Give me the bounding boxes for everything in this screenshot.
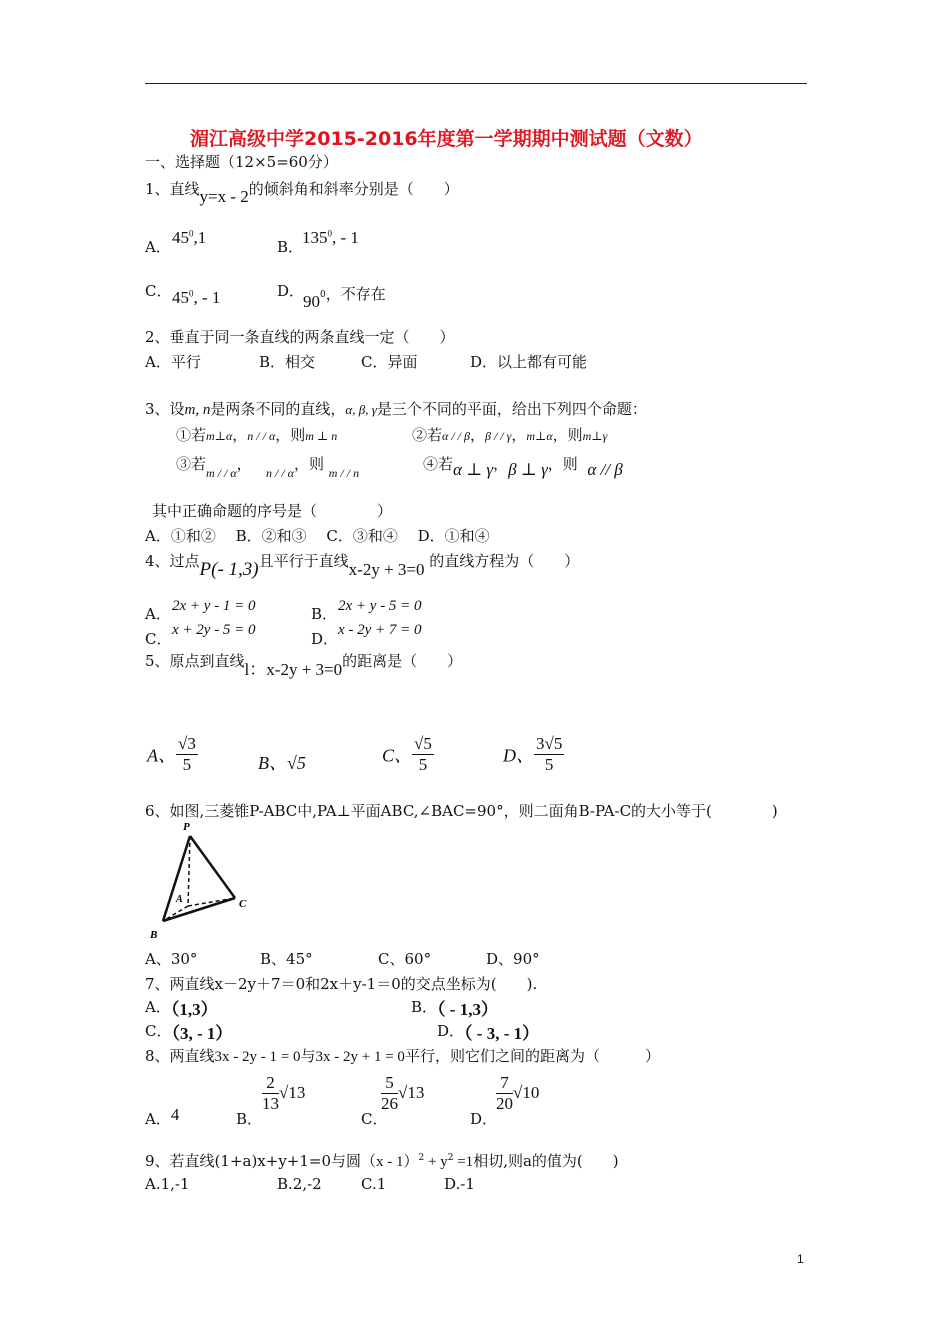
vertex-label-b: B bbox=[150, 929, 158, 941]
q6-option-c: C、60° bbox=[378, 950, 432, 968]
q1-option-c-value: $45^0$, - 1 bbox=[172, 288, 221, 307]
q4-option-d-value: x - 2y + 7 = 0 bbox=[338, 622, 422, 638]
q3-stem: 3、设m, n是两条不同的直线，α, β, γ是三个不同的平面，给出下列四个命题： bbox=[145, 400, 647, 418]
q3-proposition-4: ④若α ⊥ γ，β ⊥ γ，则 α // β bbox=[423, 455, 623, 479]
q6-option-b: B、45° bbox=[260, 950, 313, 968]
vertex-label-c: C bbox=[239, 898, 247, 910]
q6-option-a: A、30° bbox=[145, 950, 198, 968]
q2-option-d: D．以上都有可能 bbox=[470, 353, 588, 371]
pyramid-diagram bbox=[145, 818, 260, 943]
q7-option-c: C．（3, - 1） bbox=[145, 1022, 233, 1043]
q4-option-a-value: 2x + y - 1 = 0 bbox=[172, 598, 256, 614]
vertex-label-p: P bbox=[183, 821, 190, 833]
q7-option-d: D．（ - 3, - 1） bbox=[437, 1022, 540, 1043]
q3-options: A．①和② B．②和③ C．③和④ D．①和④ bbox=[145, 527, 490, 545]
q5-stem: 5、原点到直线l：x-2y + 3=0的距离是（ ） bbox=[145, 652, 463, 679]
q4-option-c: C． bbox=[145, 630, 172, 648]
q8-option-d-label: D． bbox=[470, 1110, 498, 1128]
q2-option-c: C．异面 bbox=[361, 353, 418, 371]
q1-option-a: A． bbox=[145, 238, 171, 256]
q8-option-a: A．4 bbox=[145, 1105, 180, 1128]
q8-option-c-value: $\frac{5}{26}$ √13 bbox=[381, 1073, 425, 1113]
q3-proposition-1: ①若m⊥α，n / / α，则m ⊥ n bbox=[176, 426, 338, 444]
q9-option-a: A.1,-1 bbox=[145, 1175, 190, 1193]
q5-option-c: C、 $\frac{√5}{5}$ bbox=[382, 734, 432, 774]
q8-option-d-value: $\frac{7}{20}$ √10 bbox=[496, 1073, 540, 1113]
q5-option-b: B、√5 bbox=[258, 753, 306, 773]
q1-option-a-value: $45^0,1$ bbox=[172, 228, 207, 247]
q5-option-a: A、 $\frac{√3}{5}$ bbox=[147, 734, 196, 774]
q4-option-a: A． bbox=[145, 605, 171, 623]
q4-option-b-value: 2x + y - 5 = 0 bbox=[338, 598, 422, 614]
q3-proposition-2: ②若α / / β，β / / γ，m⊥α，则m⊥γ bbox=[412, 426, 608, 444]
q1-option-d: D． bbox=[277, 282, 305, 300]
q1-option-b-value: $135^0$, - 1 bbox=[302, 228, 359, 247]
q1-option-c: C． bbox=[145, 282, 172, 300]
q3-ask: 其中正确命题的序号是（ ） bbox=[152, 502, 393, 520]
q6-option-d: D、90° bbox=[486, 950, 540, 968]
q7-stem: 7、两直线x－2y＋7＝0和2x＋y-1＝0的交点坐标为( ). bbox=[145, 975, 538, 993]
q8-option-b-value: $\frac{2}{13}$ √13 bbox=[262, 1073, 306, 1113]
page-number: 1 bbox=[797, 1252, 804, 1266]
q4-option-c-value: x + 2y - 5 = 0 bbox=[172, 622, 256, 638]
q8-stem: 8、两直线3x - 2y - 1 = 0与3x - 2y + 1 = 0平行，则它们之间的距离为（ ） bbox=[145, 1047, 660, 1065]
page-title: 湄江高级中学2015-2016年度第一学期期中测试题（文数） bbox=[190, 128, 703, 150]
q1-option-d-value: $90^0$，不存在 bbox=[303, 285, 386, 311]
q7-option-b: B．（ - 1,3） bbox=[411, 998, 498, 1019]
q8-option-b-label: B． bbox=[236, 1110, 263, 1128]
q1-option-b: B． bbox=[277, 238, 304, 256]
section-heading: 一、选择题（12×5=60分） bbox=[145, 153, 338, 171]
q9-option-b: B.2,-2 bbox=[277, 1175, 322, 1193]
vertex-label-a: A bbox=[176, 894, 183, 905]
q7-option-a: A．（1,3） bbox=[145, 998, 218, 1019]
q6-stem: 6、如图,三菱锥P-ABC中,PA⊥平面ABC,∠BAC=90°，则二面角B-PA-C的大小等于( ) bbox=[145, 802, 778, 820]
q4-option-b: B． bbox=[311, 605, 338, 623]
q5-option-d: D、 $\frac{3√5}{5}$ bbox=[503, 734, 563, 774]
q9-option-d: D.-1 bbox=[444, 1175, 475, 1193]
q2-option-b: B．相交 bbox=[259, 353, 316, 371]
q1-stem: 1、直线y=x - 2的倾斜角和斜率分别是（ ） bbox=[145, 180, 459, 206]
header-rule bbox=[145, 83, 807, 84]
q2-option-a: A．平行 bbox=[145, 353, 201, 371]
q2-stem: 2、垂直于同一条直线的两条直线一定（ ） bbox=[145, 328, 455, 346]
q4-option-d: D． bbox=[311, 630, 339, 648]
q8-option-c-label: C． bbox=[361, 1110, 388, 1128]
q4-stem: 4、过点P(- 1,3)且平行于直线x-2y + 3=0 的直线方程为（ ） bbox=[145, 552, 580, 580]
q9-option-c: C.1 bbox=[361, 1175, 387, 1193]
q3-proposition-3: ③若$_{m / / \alpha}$， $_{n / / \alpha}$，则 $_{m / / n}$ bbox=[176, 455, 360, 480]
q9-stem: 9、若直线(1+a)x+y+1=0与圆$(x - 1)^2 + y^2 =1$相切,则a的值为( ) bbox=[145, 1152, 619, 1170]
